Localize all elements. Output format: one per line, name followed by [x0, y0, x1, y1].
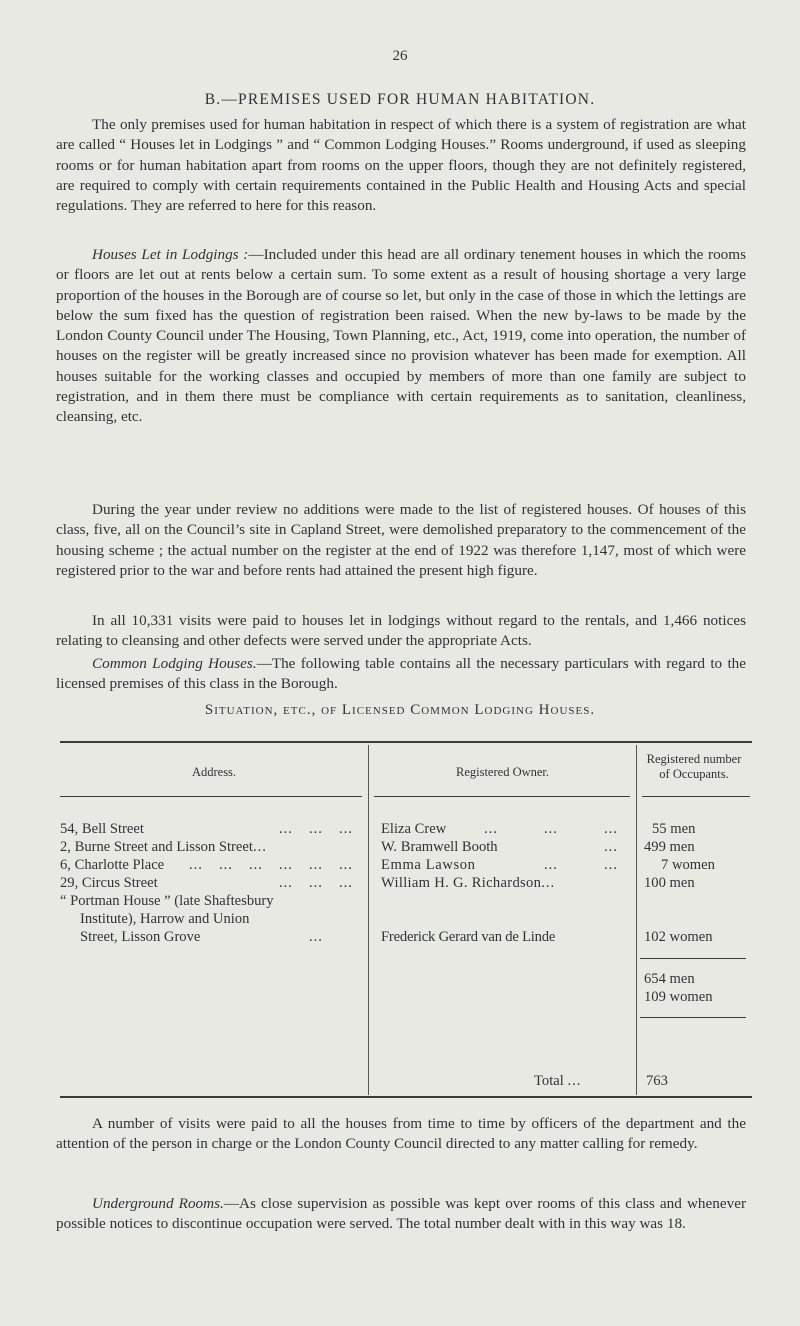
table-cell-occupants: 102 women — [644, 929, 713, 945]
table-cell-occupants: 100 men — [644, 875, 695, 891]
column-header-occupants: Registered number of Occupants. — [646, 752, 742, 781]
table-cell-address: 2, Burne Street and Lisson Street... — [60, 839, 267, 855]
header-rule — [60, 796, 362, 797]
paragraph-title: Houses Let in Lodgings : — [92, 246, 249, 263]
total-rule — [640, 1017, 746, 1018]
paragraph-visits: In all 10,331 visits were paid to houses let in lodgings without regard to the rentals, and 1,466 notices relating to cleansing and other defects were served under the appropriate Acts. — [56, 612, 746, 650]
paragraph-title: Underground Rooms. — [92, 1195, 224, 1212]
table-cell-address: 29, Circus Street ... ... ... — [60, 875, 353, 891]
paragraph-registered-houses: During the year under review no additions were made to the list of registered houses. Of houses of this class, five, all on the Council’s site in Capland Street, were demolished preparatory to the commencement of the housing scheme ; the actual number on the register at the end of 1922 was therefore 1,147, most of which were registered prior to the war and before rents had attained the present high figure. — [56, 501, 746, 579]
paragraph-underground-rooms — [56, 1194, 746, 1235]
total-value: 763 — [646, 1073, 668, 1089]
header-rule — [374, 796, 630, 797]
paragraph-visits-paid: A number of visits were paid to all the houses from time to time by officers of the department and the attention of the person in charge or the London County Council directed to any matter calling for remedy. — [56, 1115, 746, 1153]
table-cell-occupants: 7 women — [661, 857, 715, 873]
table-cell-owner: Eliza Crew ... ... ... — [381, 821, 618, 837]
table-cell-owner: William H. G. Richardson... — [381, 875, 556, 891]
column-header-address: Address. — [191, 765, 237, 779]
table-cell-owner: Frederick Gerard van de Linde — [381, 929, 556, 945]
subtotal-men: 654 men — [644, 971, 695, 987]
table-cell-owner: W. Bramwell Booth ... — [381, 839, 618, 855]
header-rule — [642, 796, 750, 797]
table-cell-address: 54, Bell Street ... ... ... — [60, 821, 353, 837]
paragraph-common-lodging-houses — [56, 654, 746, 695]
column-divider — [636, 745, 637, 1095]
column-header-owner: Registered Owner. — [455, 765, 550, 779]
table-cell-address: 6, Charlotte Place ... ... ... ... ... ... — [60, 857, 353, 873]
column-divider — [368, 745, 369, 1095]
paragraph-body: —Included under this head are all ordinary tenement houses in which the rooms or floors are let out at rents below a certain sum. To some extent as a result of housing shortage a very large proportion of the houses in the Borough are of course so let, but only in the case of those in which the lettings are below the sum fixed has the question of registration been raised. When the new by-laws to be made by the London County Council under The Housing, Town Planning, etc., Act, 1919, come into operation, the number of houses on the register will be greatly increased since no provision whatever has been made for exemption. All houses suitable for the working classes and occupied by members of more than one family are subject to registration, and in them there must be compliance with certain requirements as to sanitation, cleanliness, cleansing, etc. — [56, 246, 746, 426]
table-cell-occupants: 55 men — [652, 821, 696, 837]
table-cell-address: Street, Lisson Grove ... — [80, 929, 323, 945]
page-number: 26 — [392, 48, 408, 64]
table-cell-occupants: 499 men — [644, 839, 695, 855]
section-heading: B.—PREMISES USED FOR HUMAN HABITATION. — [204, 91, 596, 108]
table-bottom-rule — [60, 1096, 752, 1098]
paragraph-houses-let-in-lodgings — [56, 245, 746, 428]
table-title: Situation, etc., of Licensed Common Lodging Houses. — [204, 702, 596, 718]
table-top-rule — [60, 741, 752, 743]
paragraph-body: —As close supervision as possible was kept over rooms of this class and whenever possible notices to discontinue occupation were served. The total number dealt with in this way was 18. — [56, 1195, 746, 1233]
paragraph-body: —The following table contains all the necessary particulars with regard to the licensed premises of this class in the Borough. — [56, 655, 747, 693]
table-cell-owner: Emma Lawson ... ... — [381, 857, 618, 873]
table-cell-address: Institute), Harrow and Union — [80, 911, 250, 927]
paragraph-title: Common Lodging Houses. — [92, 655, 257, 672]
paragraph-intro: The only premises used for human habitation in respect of which there is a system of registration are what are called “ Houses let in Lodgings ” and “ Common Lodging Houses.” Rooms underground, if used as sleeping rooms or for human habitation apart from rooms on the upper floors, though they are not definitely registered, are required to comply with certain requirements contained in the Public Health and Housing Acts and special regulations. They are referred to here for this reason. — [56, 116, 746, 215]
table-cell-address: “ Portman House ” (late Shaftesbury — [60, 893, 274, 909]
total-label: Total ... — [534, 1073, 582, 1089]
subtotal-women: 109 women — [644, 989, 713, 1005]
subtotal-rule — [640, 958, 746, 959]
